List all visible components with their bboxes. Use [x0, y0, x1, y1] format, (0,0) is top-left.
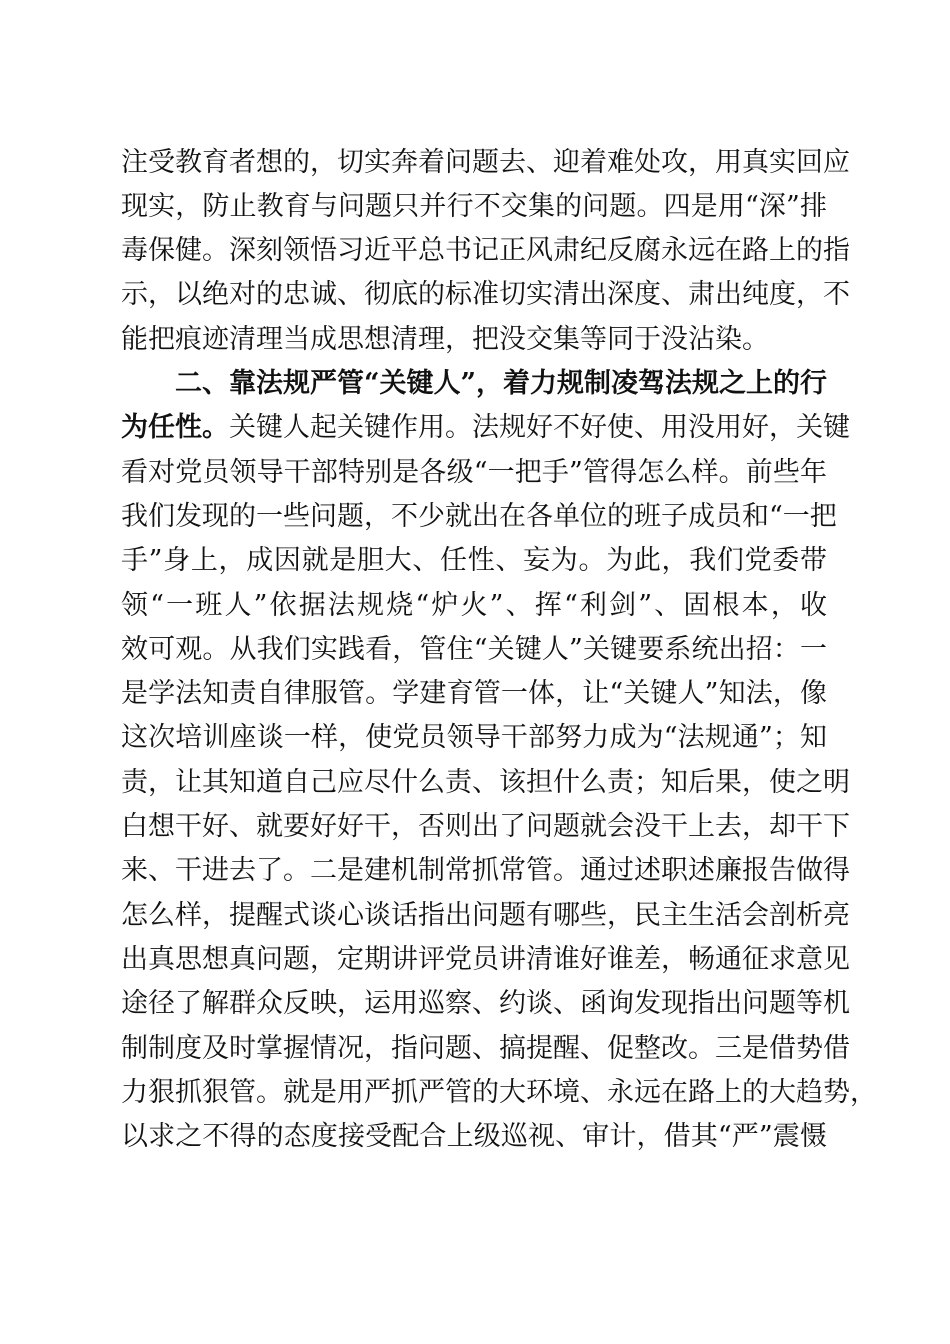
- text-line: 毒保健。深刻领悟习近平总书记正风肃纪反腐永远在路上的指: [121, 235, 850, 266]
- text-line: 以求之不得的态度接受配合上级巡视、审计，借其“严”震慑: [121, 1121, 827, 1152]
- text-line: 途径了解群众反映，运用巡察、约谈、函询发现指出问题等机: [121, 988, 850, 1019]
- text-line: 是学法知责自律服管。学建育管一体，让“关键人”知法，像: [121, 678, 827, 709]
- text-line: 能把痕迹清理当成思想清理，把没交集等同于没沾染。: [121, 324, 769, 355]
- text-line-rest: 关键人起关键作用。法规好不好使、用没用好，关键: [229, 412, 850, 443]
- text-line: 来、干进去了。二是建机制常抓常管。通过述职述廉报告做得: [121, 855, 850, 886]
- text-line: 制制度及时掌握情况，指问题、搞提醒、促整改。三是借势借: [121, 1033, 850, 1064]
- text-line: 怎么样，提醒式谈心谈话指出问题有哪些，民主生活会剖析亮: [121, 900, 850, 931]
- text-line: 现实，防止教育与问题只并行不交集的问题。四是用“深”排: [121, 191, 827, 222]
- text-line: 手”身上，成因就是胆大、任性、妄为。为此，我们党委带: [121, 545, 827, 576]
- text-line: 出真思想真问题，定期讲评党员讲清谁好谁差，畅通征求意见: [121, 944, 850, 975]
- text-line: 我们发现的一些问题，不少就出在各单位的班子成员和“一把: [121, 501, 837, 532]
- text-line: 领“一班人”依据法规烧“炉火”、挥“利剑”、固根本，收: [121, 590, 827, 621]
- text-line: 看对党员领导干部特别是各级“一把手”管得怎么样。前些年: [121, 457, 827, 488]
- text-line: 力狠抓狠管。就是用严抓严管的大环境、永远在路上的大趋势，: [121, 1077, 877, 1108]
- section-heading-end: 为任性。: [121, 412, 229, 443]
- text-line: 示，以绝对的忠诚、彻底的标准切实清出深度、肃出纯度，不: [121, 279, 850, 310]
- text-line: 这次培训座谈一样，使党员领导干部努力成为“法规通”；知: [121, 722, 827, 753]
- text-line: 责，让其知道自己应尽什么责、该担什么责；知后果，使之明: [121, 767, 850, 798]
- text-line: 效可观。从我们实践看，管住“关键人”关键要系统出招：一: [121, 634, 827, 665]
- text-line: 白想干好、就要好好干，否则出了问题就会没干上去，却干下: [121, 811, 850, 842]
- text-line: [121, 408, 850, 448]
- text-line: 注受教育者想的，切实奔着问题去、迎着难处攻，用真实回应: [121, 147, 850, 178]
- section-heading: 二、靠法规严管“关键人”，着力规制凌驾法规之上的行: [175, 368, 828, 399]
